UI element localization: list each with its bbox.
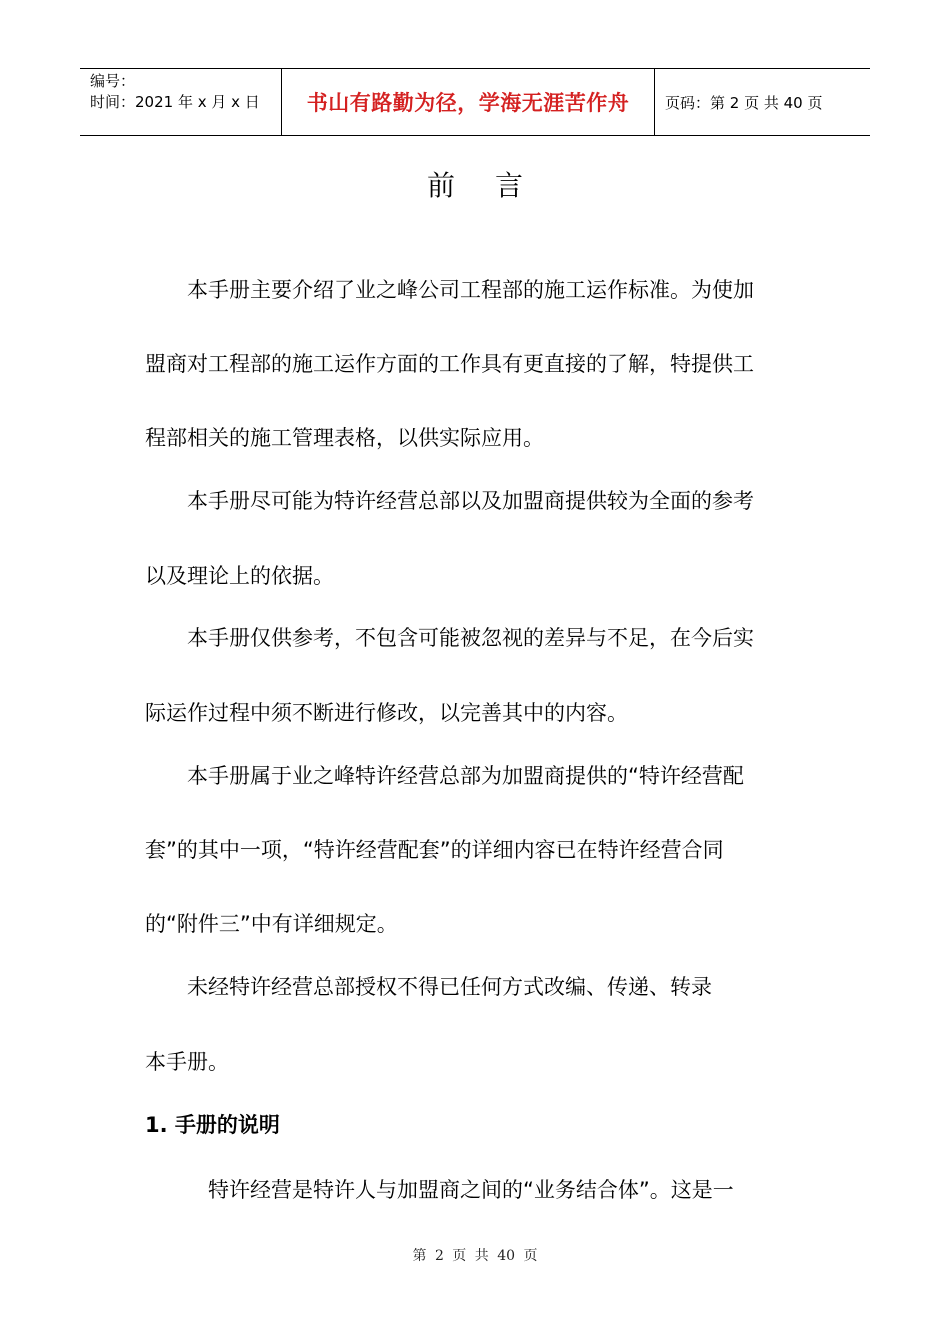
paragraph-2-line-2: 以及理论上的依据。 — [145, 564, 334, 588]
paragraph-1-line-1: 本手册主要介绍了业之峰公司工程部的施工运作标准。为使加 — [145, 278, 754, 302]
paragraph-5-line-2: 本手册。 — [145, 1050, 229, 1074]
document-number-label: 编号： — [90, 72, 136, 90]
paragraph-3-line-1: 本手册仅供参考，不包含可能被忽视的差异与不足，在今后实 — [145, 626, 754, 650]
section-heading: 1. 手册的说明 — [145, 1113, 280, 1137]
paragraph-4-line-1: 本手册属于业之峰特许经营总部为加盟商提供的“特许经营配 — [145, 764, 744, 788]
header-meta-cell — [80, 69, 282, 135]
page-title: 前言 — [426, 169, 563, 202]
section-paragraph-line-1: 特许经营是特许人与加盟商之间的“业务结合体”。这是一 — [145, 1178, 734, 1202]
paragraph-4-line-2: 套”的其中一项，“特许经营配套”的详细内容已在特许经营合同 — [145, 838, 724, 862]
paragraph-5-line-1: 未经特许经营总部授权不得已任何方式改编、传递、转录 — [145, 975, 712, 999]
paragraph-1-line-3: 程部相关的施工管理表格，以供实际应用。 — [145, 426, 544, 450]
paragraph-4-line-3: 的“附件三”中有详细规定。 — [145, 912, 398, 936]
paragraph-1-line-2: 盟商对工程部的施工运作方面的工作具有更直接的了解，特提供工 — [145, 352, 754, 376]
paragraph-3-line-2: 际运作过程中须不断进行修改，以完善其中的内容。 — [145, 701, 628, 725]
header-page-number: 页码：第 2 页 共 40 页 — [665, 93, 823, 112]
header-motto: 书山有路勤为径，学海无涯苦作舟 — [282, 69, 655, 135]
page-footer: 第 2 页 共 40 页 — [412, 1248, 538, 1264]
document-header — [80, 68, 870, 136]
document-time-label: 时间：2021 年 x 月 x 日 — [90, 93, 260, 111]
paragraph-2-line-1: 本手册尽可能为特许经营总部以及加盟商提供较为全面的参考 — [145, 489, 754, 513]
